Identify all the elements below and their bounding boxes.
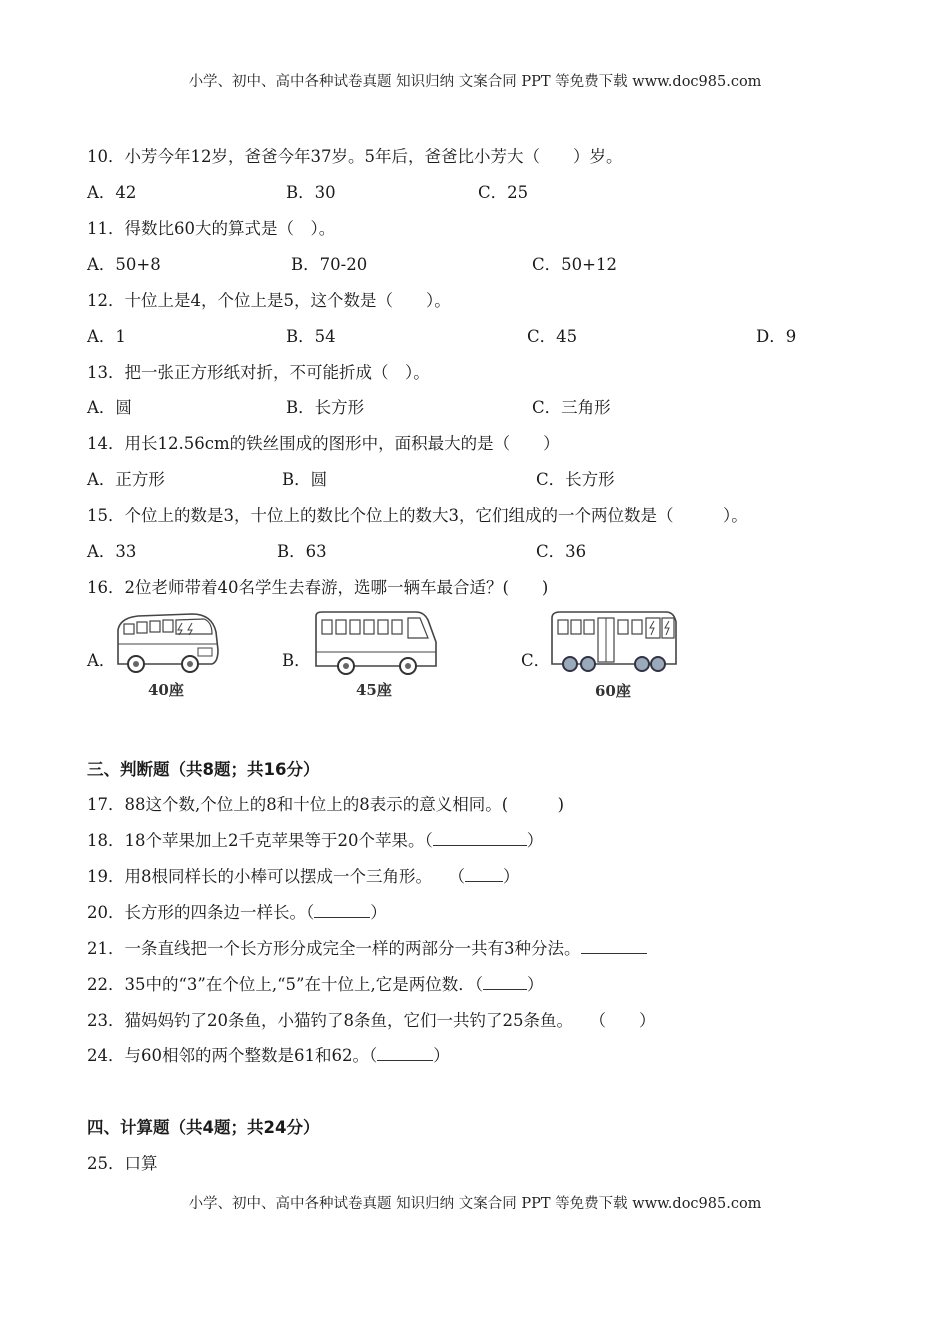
q20-tail: ） [370,903,387,922]
bus-c-caption: 60座 [595,682,631,700]
q11-option-c: C．50+12 [532,255,617,274]
q22-answer-blank[interactable] [483,975,527,990]
q13-option-c: C．三角形 [532,398,611,417]
question-20 [87,903,387,923]
bus-c-image [548,608,680,678]
question-22 [87,975,543,995]
q12-option-a: A．1 [87,327,126,346]
q12-option-b: B．54 [286,327,336,346]
q16-option-a: A． [87,651,116,670]
q13-option-b: B．长方形 [286,398,365,417]
section-3-title: 三、判断题（共8题；共16分） [87,760,320,779]
q20-text: 20．长方形的四条边一样长。（ [87,903,315,922]
question-16: 16．2位老师带着40名学生去春游，选哪一辆车最合适？( ) [87,578,549,597]
q16-option-c: C． [521,651,551,670]
question-17: 17．88这个数,个位上的8和十位上的8表示的意义相同。( ) [87,795,565,814]
question-13: 13．把一张正方形纸对折，不可能折成（ ）。 [87,363,430,382]
q13-option-a: A．圆 [87,398,132,417]
q19-text: 19．用8根同样长的小棒可以摆成一个三角形。 （ [87,867,465,886]
q10-option-b: B．30 [286,183,336,202]
q15-option-b: B．63 [277,542,327,561]
question-15: 15．个位上的数是3，十位上的数比个位上的数大3，它们组成的一个两位数是（ ）。 [87,506,748,525]
q12-option-c: C．45 [527,327,578,346]
page-footer: 小学、初中、高中各种试卷真题 知识归纳 文案合同 PPT 等免费下载 www.doc985.com [188,1196,762,1212]
page-header: 小学、初中、高中各种试卷真题 知识归纳 文案合同 PPT 等免费下载 www.doc985.com [188,74,762,90]
q11-option-b: B．70-20 [291,255,368,274]
question-12: 12．十位上是4，个位上是5，这个数是（ ）。 [87,291,451,310]
q21-answer-blank[interactable] [581,939,647,954]
bus-b-image [312,608,442,678]
q24-answer-blank[interactable] [377,1046,433,1061]
q15-option-a: A．33 [87,542,137,561]
question-21 [87,939,647,959]
q18-tail: ） [526,831,544,850]
q18-text: 18．18个苹果加上2千克苹果等于20个苹果。（ [87,831,433,850]
question-19 [87,867,520,887]
q10-option-a: A．42 [87,183,137,202]
question-18 [87,831,543,851]
q24-text: 24．与60相邻的两个整数是61和62。（ [87,1046,378,1065]
q10-option-c: C．25 [478,183,529,202]
q15-option-c: C．36 [536,542,587,561]
bus-b-caption: 45座 [356,681,392,699]
q21-text: 21．一条直线把一个长方形分成完全一样的两部分一共有3种分法。 [87,939,581,958]
q16-option-b: B． [282,651,311,670]
q24-tail: ） [433,1046,450,1065]
q14-option-c: C．长方形 [536,470,615,489]
bus-a-caption: 40座 [148,681,184,699]
section-4-title: 四、计算题（共4题；共24分） [87,1118,320,1137]
question-25: 25．口算 [87,1154,158,1173]
q19-answer-blank[interactable] [465,867,503,882]
q18-answer-blank[interactable] [433,831,527,846]
q19-tail: ） [503,867,520,886]
question-24 [87,1046,450,1066]
question-14: 14．用长12.56cm的铁丝围成的图形中，面积最大的是（ ） [87,434,560,453]
q11-option-a: A．50+8 [87,255,161,274]
question-11: 11．得数比60大的算式是（ ）。 [87,219,336,238]
q22-text: 22．35中的“3”在个位上,“5”在十位上,它是两位数．（ [87,975,483,994]
question-23: 23．猫妈妈钓了20条鱼，小猫钓了8条鱼，它们一共钓了25条鱼。 （ ） [87,1011,656,1030]
q20-answer-blank[interactable] [314,903,370,918]
q12-option-d: D．9 [756,327,797,346]
q14-option-a: A．正方形 [87,470,165,489]
question-10: 10．小芳今年12岁，爸爸今年37岁。5年后，爸爸比小芳大（ ）岁。 [87,147,623,166]
q14-option-b: B．圆 [282,470,328,489]
q22-tail: ） [526,975,544,994]
bus-a-image [112,610,224,676]
